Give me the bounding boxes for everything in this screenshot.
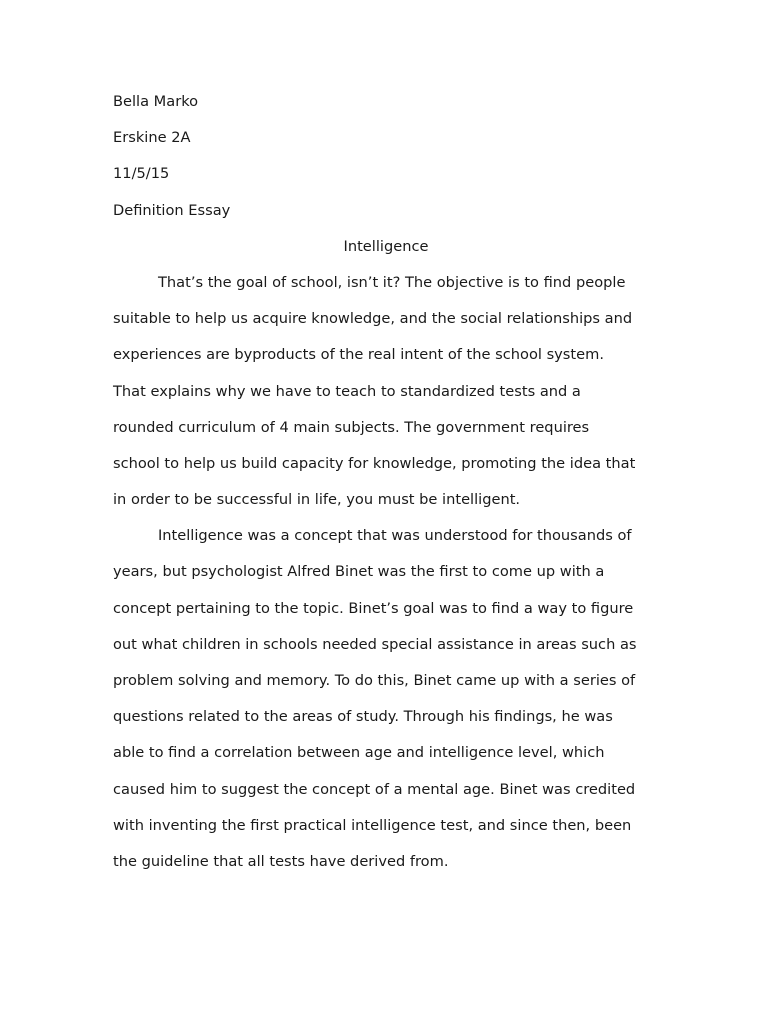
paragraph-line: out what children in schools needed special assistance in areas such as: [113, 635, 637, 653]
essay-date: 11/5/15: [113, 165, 170, 183]
paragraph-line: experiences are byproducts of the real intent of the school system.: [113, 346, 604, 364]
paragraph-line: concept pertaining to the topic. Binet’s goal was to find a way to figure: [113, 599, 634, 617]
paragraph-line: problem solving and memory. To do this, Binet came up with a series of: [113, 672, 636, 689]
essay-title: Intelligence: [343, 237, 429, 255]
paragraph-line: Intelligence was a concept that was understood for thousands of: [158, 527, 632, 545]
paragraph-line: suitable to help us acquire knowledge, and the social relationships and: [113, 310, 633, 328]
paragraph-line: That’s the goal of school, isn’t it? The objective is to find people: [158, 273, 626, 291]
paragraph-line: able to find a correlation between age and intelligence level, which: [113, 744, 605, 762]
paragraph-line: caused him to suggest the concept of a mental age. Binet was credited: [113, 780, 636, 798]
author-name: Bella Marko: [113, 93, 199, 110]
paragraph-line: years, but psychologist Alfred Binet was the first to come up with a: [113, 563, 605, 581]
paragraph-line: the guideline that all tests have derived from.: [113, 852, 449, 870]
paragraph-line: with inventing the first practical intelligence test, and since then, been: [113, 816, 632, 834]
assignment-type: Definition Essay: [113, 201, 231, 219]
paragraph-1: [113, 272, 658, 525]
paragraph-line: school to help us build capacity for knowledge, promoting the idea that: [113, 454, 636, 472]
paragraph-line: rounded curriculum of 4 main subjects. The government requires: [113, 418, 590, 436]
class-name: Erskine 2A: [113, 129, 191, 147]
paragraph-line: That explains why we have to teach to standardized tests and a: [113, 382, 581, 400]
paragraph-line: questions related to the areas of study. Through his findings, he was: [113, 708, 613, 726]
essay-body: [113, 91, 658, 887]
paragraph-line: in order to be successful in life, you must be intelligent.: [113, 491, 521, 509]
paragraph-2: [113, 525, 658, 887]
